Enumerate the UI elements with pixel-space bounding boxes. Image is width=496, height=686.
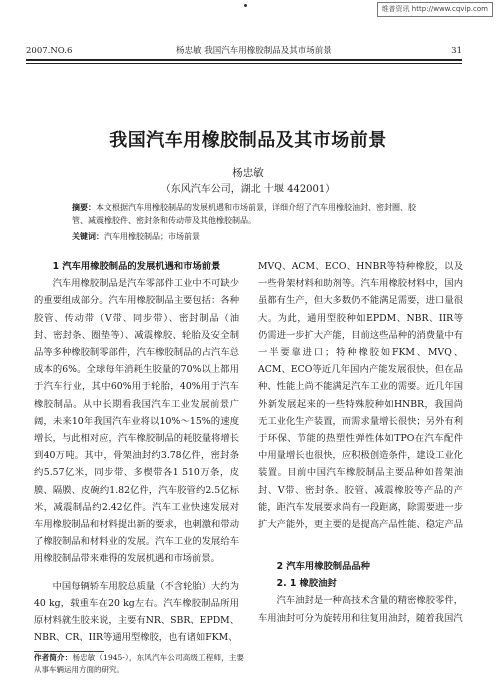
abstract (72, 201, 424, 227)
header-rule-thick (26, 59, 462, 61)
watermark-stamp: 维普资讯 http://www.cqvip.com (377, 2, 493, 17)
abstract-text: 本文根据汽车用橡胶制品的发展机遇和市场前景，详细介绍了汽车用橡胶油封、密封圈、胶管、减震橡胶件、密封条和传动带及其他橡胶制品。 (72, 203, 416, 225)
footnote-label: 作者简介： (34, 653, 73, 662)
article-affiliation: （东风汽车公司，湖北 十堰 442001） (160, 184, 336, 195)
section-1-paragraph-2: 中国每辆轿车用胶总质量（不含轮胎）大约为40 kg，载重车在20 kg左右。汽车橡胶制品所用原材料就生胶来说，主要有NR、SBR、EPDM、NBR、CR、IIR等通用型橡胶，也有诸如FKM、 (34, 580, 239, 644)
section-2-heading: 2 汽车用橡胶制品品种 (276, 561, 370, 572)
running-header (26, 44, 462, 58)
section-2-1-heading: 2. 1 橡胶油封 (276, 578, 337, 590)
section-1-paragraph-2-continued: MVQ、ACM、ECO、HNBR等特种橡胶，以及一些骨架材料和助剂等。汽车用橡胶材料中，国内虽都有生产，但大多数仍不能满足需要，进口量很大。为此，通用型胶种如EPDM、NBR、IIR等仍需进一步扩大产能，目前这些品种的消费量中有一半要靠进口；特种橡胶如FKM、MVQ、ACM、ECO等近几年国内产能发展很快，但在品种、性能上尚不能满足汽车工业的需要。近几年国外新发展起来的一些特殊胶种如HNBR，我国尚无工业化生产装置，而需求量增长很快；另外有利于环保、节能的热塑性弹性体如TPO在汽车配件中用量增长也很快，应积极创造条件，建设工业化装置。目前中国汽车橡胶制品主要品种如普架油封、V带、密封条、胶管、减震橡胶等产品的产能，距汽车发展要求尚有一段距离，除需要进一步扩大产能外，更主要的是提高产品性能、稳定产品 (258, 261, 463, 531)
article-title: 我国汽车用橡胶制品及其市场前景 (109, 130, 387, 151)
keywords-text: 汽车用橡胶制品；市场前景 (104, 232, 200, 241)
section-1-paragraph-1: 汽车用橡胶制品是汽车零部件工业中不可缺少的重要组成部分。汽车用橡胶制品主要包括：各种胶管、传动带（V带、同步带）、密封制品（油封、密封条、圈垫等）、减震橡胶、轮胎及安全制品等多种橡胶制零部件，汽车橡胶制品的占汽车总成本的6%。全球每年消耗生胶量的70%以上都用于汽车行业，其中60%用于轮胎，40%用于汽车橡胶制品。从中长期看我国汽车工业发展前景广阔，未来10年我国汽车业将以10%～15%的速度增长，与此相对应，汽车橡胶制品的耗胶量将增长到40万吨。其中，骨架油封约3.78亿件，密封条约5.57亿米，同步带、多楔带各1 510万条，皮膜、隔膜、皮碗约1.82亿件，汽车胶管约2.5亿标米，减震制品约2.42亿件。汽车工业快速发展对车用橡胶制品和材料提出新的要求，也刺激和带动了橡胶制品和材料业的发展。汽车工业的发展给车用橡胶制品带来难得的发展机遇和市场前景。 (34, 278, 239, 565)
issue-number: 2007.NO.6 (26, 46, 73, 56)
section-1-heading: 1 汽车用橡胶制品的发展机遇和市场前景 (52, 261, 221, 272)
page-number: 31 (451, 46, 462, 56)
footnote-text: 杨忠敏（1945-），东风汽车公司高级工程师，主要从事车辆运用方面的研究。 (34, 653, 245, 674)
header-rule-thin (26, 63, 462, 64)
keywords-label: 关键词： (72, 232, 104, 241)
scan-dot (244, 4, 247, 7)
section-2-1-paragraph-1: 汽车油封是一种高技术含量的精密橡胶零件，车用油封可分为旋转用和往复用油封，随着我国汽 (258, 595, 463, 624)
right-column (258, 258, 463, 626)
author-footnote (34, 652, 244, 676)
abstract-label: 摘要： (72, 203, 96, 212)
running-title: 杨忠敏 我国汽车用橡胶制品及其市场前景 (176, 46, 332, 56)
left-column (34, 258, 239, 646)
article-author: 杨忠敏 (232, 167, 264, 179)
keywords (72, 230, 424, 243)
